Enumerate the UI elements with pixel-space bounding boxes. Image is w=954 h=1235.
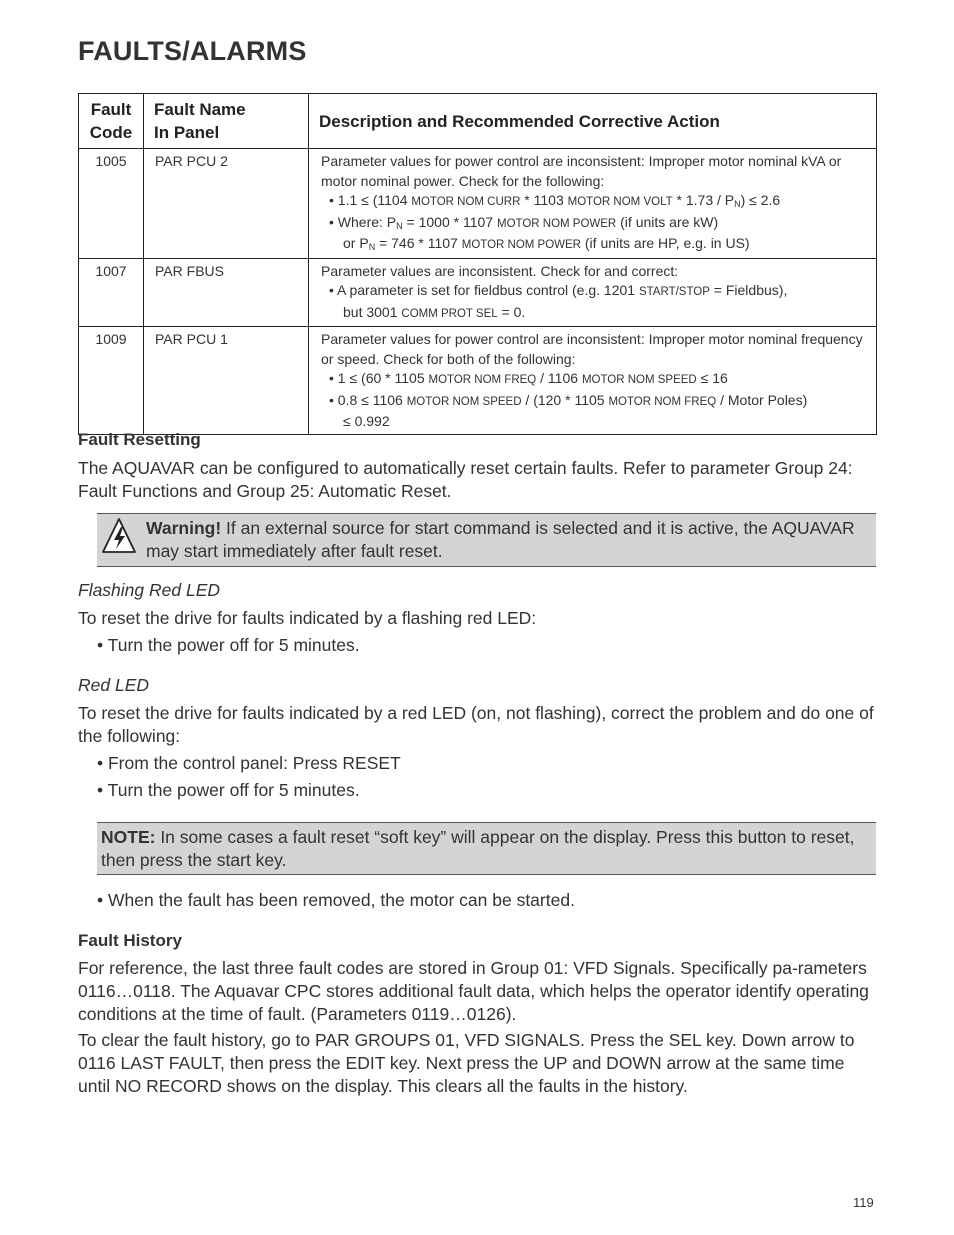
description-bullet: • 1 ≤ (60 * 1105 MOTOR NOM FREQ / 1106 MOTOR NOM SPEED ≤ 16 <box>329 370 728 386</box>
fault-name: PAR PCU 1 <box>144 327 309 435</box>
description-text: Parameter values for power control are inconsistent: Improper motor nominal frequency or speed. Check for both of the following: <box>321 331 863 367</box>
description-bullet-continuation: ≤ 0.992 <box>343 413 390 429</box>
fault-description <box>309 149 877 259</box>
fault-code: 1005 <box>79 149 144 259</box>
list-item: • Turn the power off for 5 minutes. <box>97 780 360 800</box>
description-bullet-continuation: or $P_N = 746 * 1107$ MOTOR NOM POWER (if units are HP, e.g. in US) <box>343 235 750 252</box>
description-bullet-continuation: but 3001 COMM PROT SEL = 0. <box>343 303 526 320</box>
header-fault-code: Fault Code <box>79 94 144 149</box>
note-box <box>97 822 876 875</box>
fault-code: 1007 <box>79 258 144 327</box>
list-item: • Turn the power off for 5 minutes. <box>97 635 360 655</box>
header-description: Description and Recommended Corrective Action <box>309 94 877 149</box>
high-voltage-warning-icon <box>101 517 137 555</box>
fault-resetting-heading: Fault Resetting <box>78 430 201 449</box>
table-row <box>79 327 877 435</box>
description-text: Parameter values are inconsistent. Check for and correct: <box>321 262 679 279</box>
warning-label: Warning! <box>146 518 222 538</box>
note-text: In some cases a fault reset “soft key” will appear on the display. Press this button to reset, then press the start key. <box>101 827 855 870</box>
fault-table <box>78 93 877 435</box>
fault-code: 1009 <box>79 327 144 435</box>
fault-history-paragraph-2: To clear the fault history, go to PAR GROUPS 01, VFD SIGNALS. Press the SEL key. Down arrow to 0116 LAST FAULT, then press the EDIT key. Next press the UP and DOWN arrow at the same time until NO RECORD shows on the display. This clears all the faults in the history. <box>78 1030 855 1096</box>
table-row <box>79 149 877 259</box>
table-row <box>79 258 877 327</box>
fault-resetting-intro: The AQUAVAR can be configured to automatically reset certain faults. Refer to parameter Group 24: Fault Functions and Group 25: Automatic Reset. <box>78 458 853 501</box>
fault-description <box>309 327 877 435</box>
red-led-heading: Red LED <box>78 675 150 695</box>
description-bullet: • 1.1 ≤ (1104 MOTOR NOM CURR * 1103 MOTOR NOM VOLT * $1.73 / P_N) \le 2.6$ <box>329 192 781 209</box>
note-label: NOTE: <box>101 827 156 847</box>
table-header-row <box>79 94 877 149</box>
header-fault-name: Fault Name In Panel <box>144 94 309 149</box>
flashing-red-led-heading: Flashing Red LED <box>78 580 221 600</box>
warning-box <box>97 513 876 567</box>
list-item: • When the fault has been removed, the motor can be started. <box>97 890 575 910</box>
fault-history-heading: Fault History <box>78 931 182 950</box>
fault-description <box>309 258 877 327</box>
list-item: • From the control panel: Press RESET <box>97 753 401 773</box>
fault-history-paragraph-1: For reference, the last three fault codes are stored in Group 01: VFD Signals. Specifically pa-rameters 0116…0118. The Aquavar CPC stores additional fault data, which helps the operator identify operating conditions at the time of fault. (Parameters 0119…0126). <box>78 958 869 1024</box>
fault-name: PAR PCU 2 <box>144 149 309 259</box>
description-bullet: • 0.8 ≤ 1106 MOTOR NOM SPEED / (120 * 1105 MOTOR NOM FREQ / Motor Poles) <box>329 391 808 408</box>
fault-name: PAR FBUS <box>144 258 309 327</box>
flashing-red-led-text: To reset the drive for faults indicated by a flashing red LED: <box>78 608 537 628</box>
page-title: FAULTS/ALARMS <box>78 36 307 66</box>
description-bullet: • Where: $P_N = 1000 * 1107$ MOTOR NOM POWER (if units are kW) <box>329 213 719 231</box>
description-bullet: • A parameter is set for fieldbus control (e.g. 1201 START/STOP = Fieldbus), <box>329 282 788 298</box>
warning-text: If an external source for start command is selected and it is active, the AQUAVAR may start immediately after fault reset. <box>146 518 855 561</box>
page-number: 119 <box>853 1195 874 1210</box>
description-text: Parameter values for power control are inconsistent: Improper motor nominal kVA or motor nominal power. Check for the following: <box>321 153 842 189</box>
red-led-text: To reset the drive for faults indicated by a red LED (on, not flashing), correct the problem and do one of the following: <box>78 703 874 746</box>
